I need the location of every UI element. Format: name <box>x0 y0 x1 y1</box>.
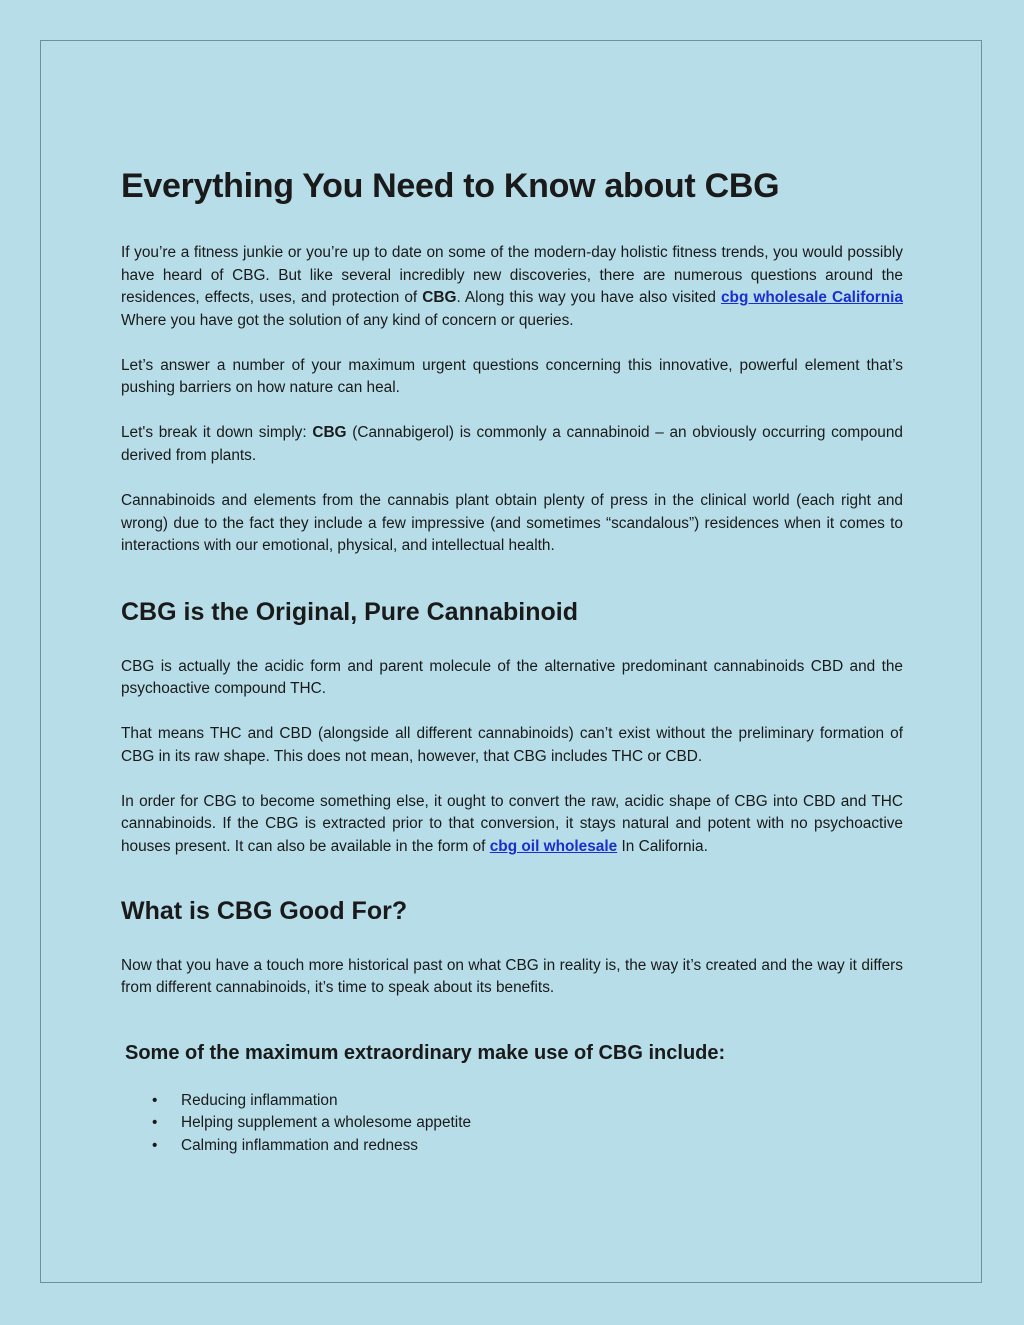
section-heading-original-cannabinoid: CBG is the Original, Pure Cannabinoid <box>121 597 578 626</box>
intro-text: If you’re a fitness junkie or you’re up to date on some of the modern-day holistic fitness trends, you would possibly have heard of CBG. But like several incredibly new discoveries, there are numerous questions around the residences, effects, uses, and protection of <box>121 244 903 307</box>
document-body <box>121 160 903 1158</box>
page-title: Everything You Need to Know about CBG <box>121 167 780 205</box>
section-heading-good-for: What is CBG Good For? <box>121 896 408 925</box>
section3-paragraph-1: Now that you have a touch more historical past on what CBG in reality is, the way it’s created and the way it differs from different cannabinoids, it’s time to speak about its benefits. <box>121 956 903 997</box>
intro-paragraph-2: Let’s answer a number of your maximum urgent questions concerning this innovative, powerful element that’s pushing barriers on how nature can heal. <box>121 356 903 397</box>
cbg-bold: CBG <box>422 289 457 307</box>
cbg-wholesale-california-link[interactable]: cbg wholesale California <box>720 289 903 307</box>
intro-text: . Along this way you have also visited <box>456 289 721 307</box>
intro-text: Let's break it down simply: <box>121 424 313 442</box>
uses-list <box>121 1090 903 1158</box>
intro-paragraph-3 <box>121 422 903 467</box>
bullet-icon: • <box>152 1114 158 1132</box>
section-heading-uses: Some of the maximum extraordinary make use of CBG include: <box>125 1041 726 1064</box>
list-item-label: Reducing inflammation <box>181 1091 338 1109</box>
list-item <box>152 1135 903 1158</box>
list-item <box>152 1090 903 1113</box>
intro-text: Where you have got the solution of any kind of concern or queries. <box>121 311 574 329</box>
intro-paragraph-1 <box>121 242 903 332</box>
list-item-label: Helping supplement a wholesome appetite <box>181 1114 472 1132</box>
section2-text: In order for CBG to become something else, it ought to convert the raw, acidic shape of CBG into CBD and THC cannabinoids. If the CBG is extracted prior to that conversion, it stays natural and potent with no psychoactive houses present. It can also be available in the form of <box>121 792 903 856</box>
section2-paragraph-3 <box>121 791 903 859</box>
cbg-oil-wholesale-link[interactable]: cbg oil wholesale <box>489 838 618 856</box>
list-item-label: Calming inflammation and redness <box>181 1137 418 1155</box>
bullet-icon: • <box>152 1137 158 1155</box>
section2-paragraph-1: CBG is actually the acidic form and parent molecule of the alternative predominant cannabinoids CBD and the psychoactive compound THC. <box>121 657 903 698</box>
intro-paragraph-4: Cannabinoids and elements from the cannabis plant obtain plenty of press in the clinical world (each right and wrong) due to the fact they include a few impressive (and sometimes “scandalous”) residences when it comes to interactions with our emotional, physical, and intellectual health. <box>121 491 903 555</box>
list-item <box>152 1112 903 1135</box>
cbg-bold: CBG <box>312 424 347 442</box>
intro-text: (Cannabigerol) is commonly a cannabinoid – an obviously occurring compound derived from plants. <box>121 424 903 464</box>
section2-paragraph-2: That means THC and CBD (alongside all different cannabinoids) can’t exist without the preliminary formation of CBG in its raw shape. This does not mean, however, that CBG includes THC or CBD. <box>121 725 903 765</box>
bullet-icon: • <box>152 1091 158 1109</box>
section2-text: In California. <box>617 838 708 856</box>
